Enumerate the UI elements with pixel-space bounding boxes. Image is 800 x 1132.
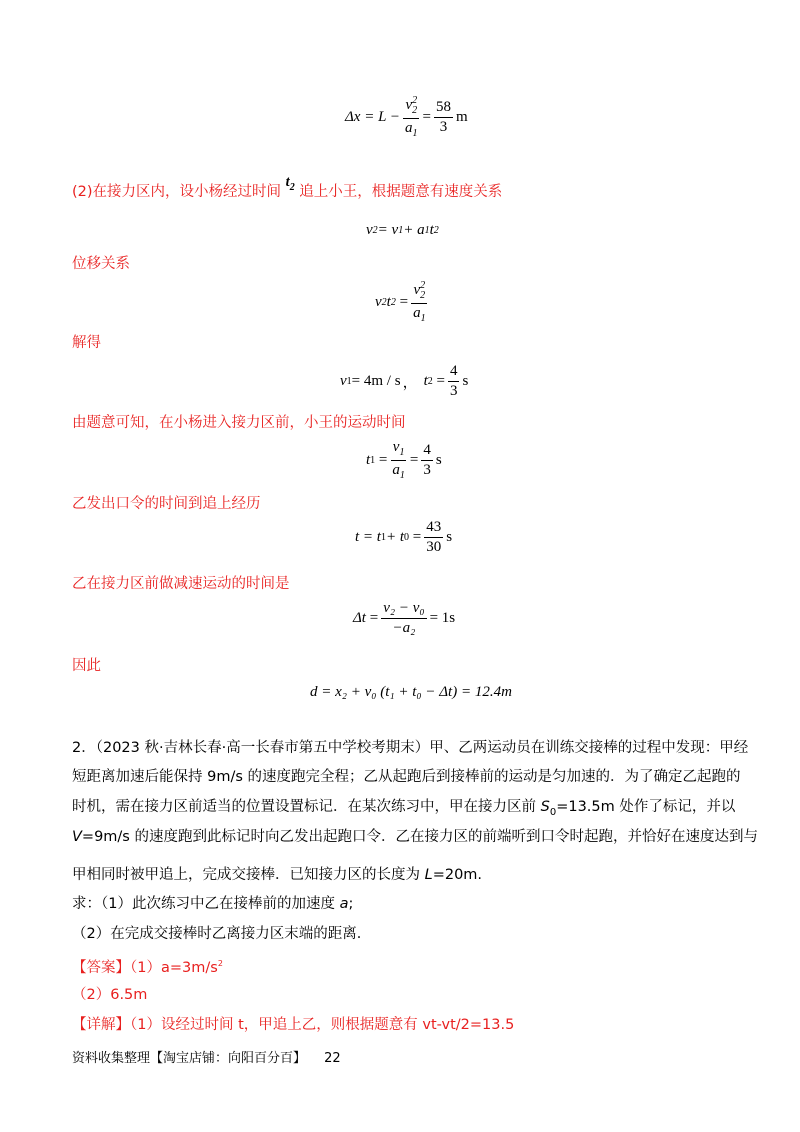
answer-line-2: （2）6.5m xyxy=(72,987,148,1003)
equation-t1: t 1 = $\frac{v_1}{a_1}$ = $\frac{4}{3}$ s xyxy=(366,439,442,481)
equation-delta-x: Δx = L − $\frac{v^2_2}{a_1}$ = $\frac{58}{3}$ m xyxy=(345,95,468,139)
text-displacement: 位移关系 xyxy=(72,256,130,272)
problem-line-4: V=9m/s 的速度跑到此标记时向乙发出起跑口令．乙在接力区的前端听到口令时起跑，并恰好在速度达到与 xyxy=(72,829,758,845)
text-wang-time: 由题意可知，在小杨进入接力区前，小王的运动时间 xyxy=(72,415,406,431)
equation-velocity: v 2 = v 1 + a 1 t 2 xyxy=(366,222,439,238)
text-solution: 解得 xyxy=(72,335,101,351)
text-speed-relation: (2)在接力区内，设小杨经过时间 $t_2$ 追上小王，根据题意有速度关系 xyxy=(72,174,503,200)
problem-line-3: 时机，需在接力区前适当的位置设置标记．在某次练习中，甲在接力区前 $S_0=13.5m$ 处作了标记，并以 xyxy=(72,799,736,818)
eq1-lhs: Δx = L − xyxy=(345,109,401,125)
problem-line-1: 2．（2023 秋·吉林长春·高一长春市第五中学校考期末）甲、乙两运动员在训练交接棒的过程中发现：甲经 xyxy=(72,740,749,756)
text-therefore: 因此 xyxy=(72,658,101,674)
problem-line-5: 甲相同时被甲追上，完成交接棒．已知接力区的长度为 L=20m. xyxy=(72,867,483,883)
detail-line: 【详解】（1）设经过时间 t，甲追上乙，则根据题意有 vt-vt/2=13.5 xyxy=(72,1017,515,1033)
footer-text: 资料收集整理【淘宝店铺：向阳百分百】 xyxy=(72,1051,307,1066)
text-deceleration-time: 乙在接力区前做减速运动的时间是 xyxy=(72,576,290,592)
equation-results-v1-t2: v 1 = 4m / s ， t 2 = $\frac{4}{3}$ s xyxy=(340,363,469,399)
equation-total-time: t = t 1 + t 0 = $\frac{43}{30}$ s xyxy=(355,519,453,555)
question-line-2: （2）在完成交接棒时乙离接力区末端的距离． xyxy=(72,926,372,942)
page-number: 22 xyxy=(324,1051,341,1066)
problem-line-2: 短距离加速后能保持 9m/s 的速度跑完全程；乙从起跑后到接棒前的运动是匀加速的．为了确定乙起跑的 xyxy=(72,769,741,785)
eq1-result: $\frac{58}{3}$ xyxy=(436,99,451,135)
text-command-time: 乙发出口令的时间到追上经历 xyxy=(72,496,261,512)
equation-delta-t: Δt = $\frac{\text{v₂ − v₀}}{\text{−a₂}}$ = 1s xyxy=(353,600,456,636)
equation-distance: d = x₂ + v₀ (t₁ + t₀ − Δt) = 12.4m xyxy=(310,684,512,700)
equation-displacement: v 2 t 2 = $\frac{v^2_2}{a_1}$ xyxy=(375,280,426,324)
footer xyxy=(72,1049,341,1069)
question-line-1: 求：（1）此次练习中乙在接棒前的加速度 a; xyxy=(72,896,354,912)
answer-line-1: 【答案】$(1)a=3m/s^2$ xyxy=(72,959,223,976)
eq1-fraction: $\frac{v^2_2}{a_1}$ xyxy=(405,95,418,139)
